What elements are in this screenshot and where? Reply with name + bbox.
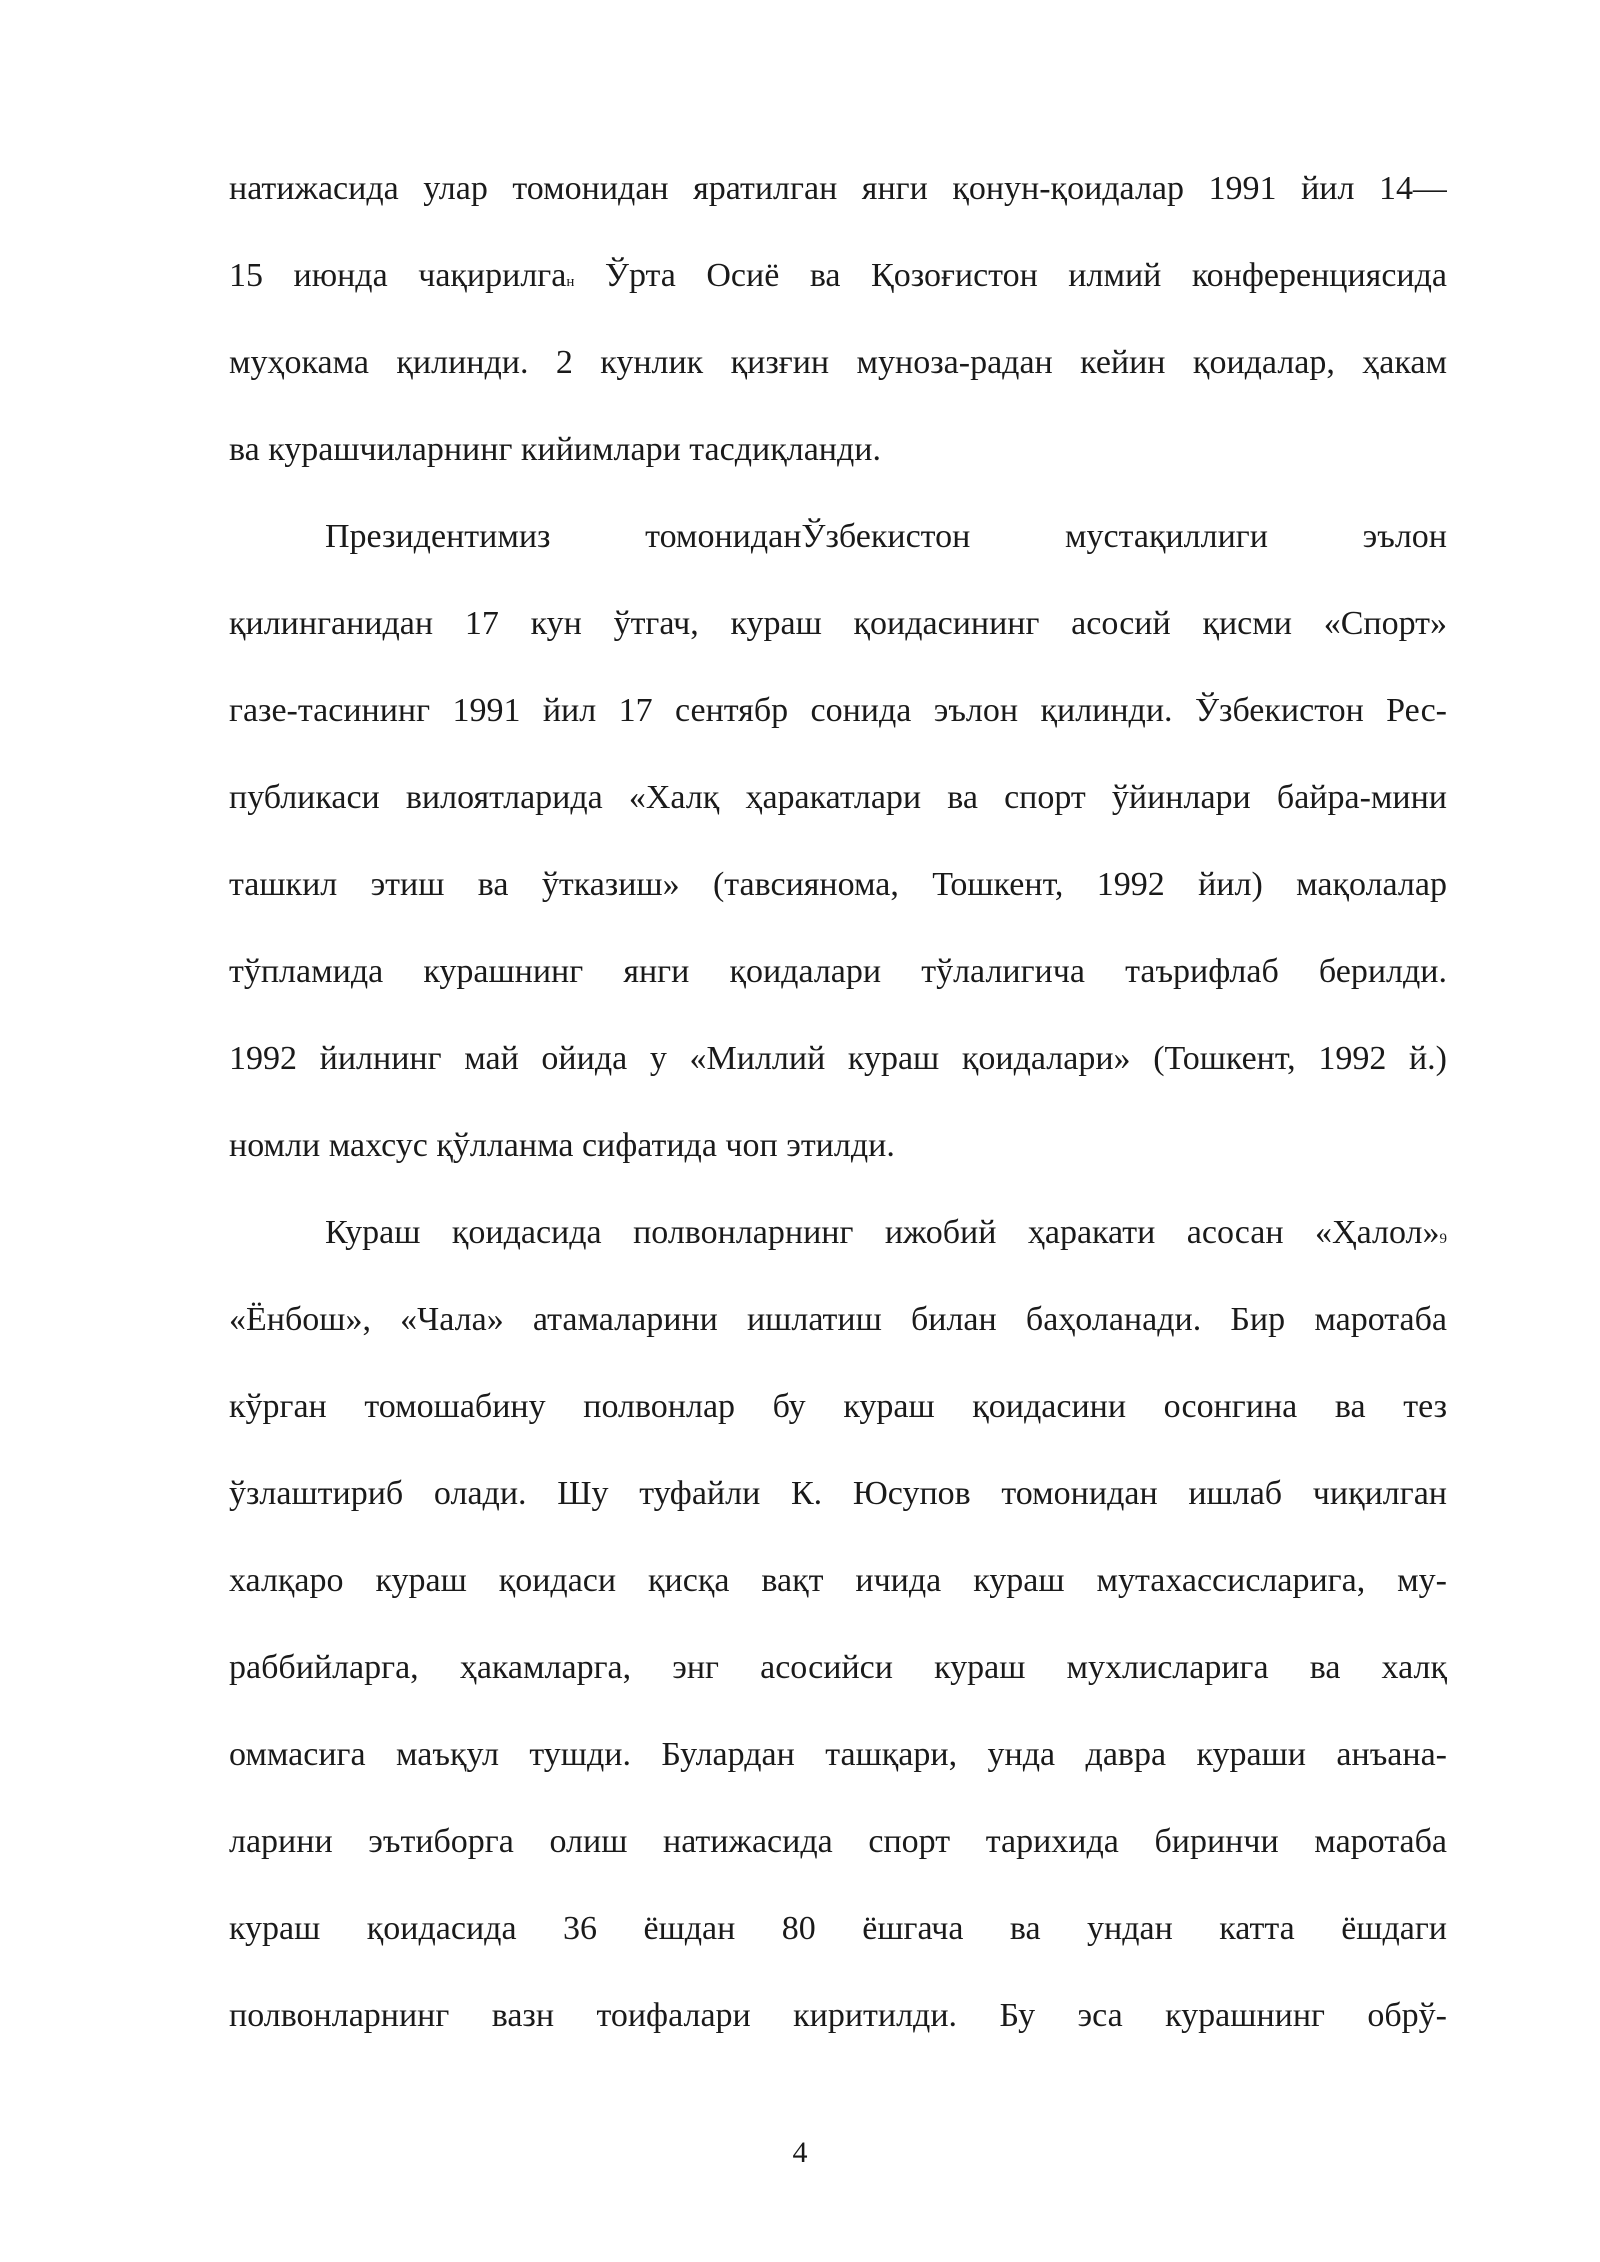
page-number: 4 [792, 2136, 808, 2169]
text-line: муҳокама қилинди. 2 кунлик қизғин муноза-радан кейин қоидалар, ҳакам [229, 344, 1447, 381]
text-line: ўзлаштириб олади. Шу туфайли К. Юсупов томонидан ишлаб чиқилган [229, 1475, 1447, 1512]
text-line: Президентимиз томониданЎзбекистон мустақиллиги эълон [325, 518, 1447, 555]
text-line: полвонларнинг вазн тоифалари киритилди. Бу эса курашнинг обрў- [229, 1997, 1447, 2034]
body-text [229, 145, 1447, 2059]
text-line: газе-тасининг 1991 йил 17 сентябр сонида эълон қилинди. Ўзбекистон Рес- [229, 692, 1447, 729]
text-line: халқаро кураш қоидаси қисқа вақт ичида кураш мутахассисларига, му- [229, 1562, 1447, 1599]
text-line: 1992 йилнинг май ойида у «Миллий кураш қоидалари» (Тошкент, 1992 й.) [229, 1040, 1447, 1077]
text-line: тўпламида курашнинг янги қоидалари тўлалигича таърифлаб берилди. [229, 953, 1447, 990]
text-segment: Кураш қоидасида полвонларнинг ижобий ҳаракати асосан «Ҳалол» [325, 1214, 1440, 1251]
text-line: кураш қоидасида 36 ёшдан 80 ёшгача ва ундан катта ёшдаги [229, 1910, 1447, 1947]
text-segment: 15 июнда чақирилга [229, 257, 567, 294]
text-line: «Ёнбош», «Чала» атамаларини ишлатиш билан баҳоланади. Бир маротаба [229, 1301, 1447, 1338]
text-subscript: 9 [1439, 1231, 1447, 1247]
text-line: натижасида улар томонидан яратилган янги қонун-қоидалар 1991 йил 14— [229, 170, 1447, 207]
text-line: ташкил этиш ва ўтказиш» (тавсиянома, Тошкент, 1992 йил) мақолалар [229, 866, 1447, 903]
text-line: кўрган томошабину полвонлар бу кураш қоидасини осонгина ва тез [229, 1388, 1447, 1425]
text-subscript: н [566, 274, 575, 290]
text-line: номли махсус қўлланма сифатида чоп этилди. [229, 1127, 895, 1164]
text-line: публикаси вилоятларида «Халқ ҳаракатлари ва спорт ўйинлари байра-мини [229, 779, 1447, 816]
text-line: ларини эътиборга олиш натижасида спорт тарихида биринчи маротаба [229, 1823, 1447, 1860]
text-line: раббийларга, ҳакамларга, энг асосийси кураш мухлисларига ва халқ [229, 1649, 1447, 1686]
text-line [229, 1189, 1447, 1276]
text-segment: Ўрта Осиё ва Қозоғистон илмий конференциясида [574, 257, 1447, 294]
text-line: қилинганидан 17 кун ўтгач, кураш қоидасининг асосий қисми «Спорт» [229, 605, 1447, 642]
text-line: ва курашчиларнинг кийимлари тасдиқланди. [229, 431, 881, 468]
text-line [229, 232, 1447, 319]
text-line: оммасига маъқул тушди. Булардан ташқари, унда давра кураши анъана- [229, 1736, 1447, 1773]
